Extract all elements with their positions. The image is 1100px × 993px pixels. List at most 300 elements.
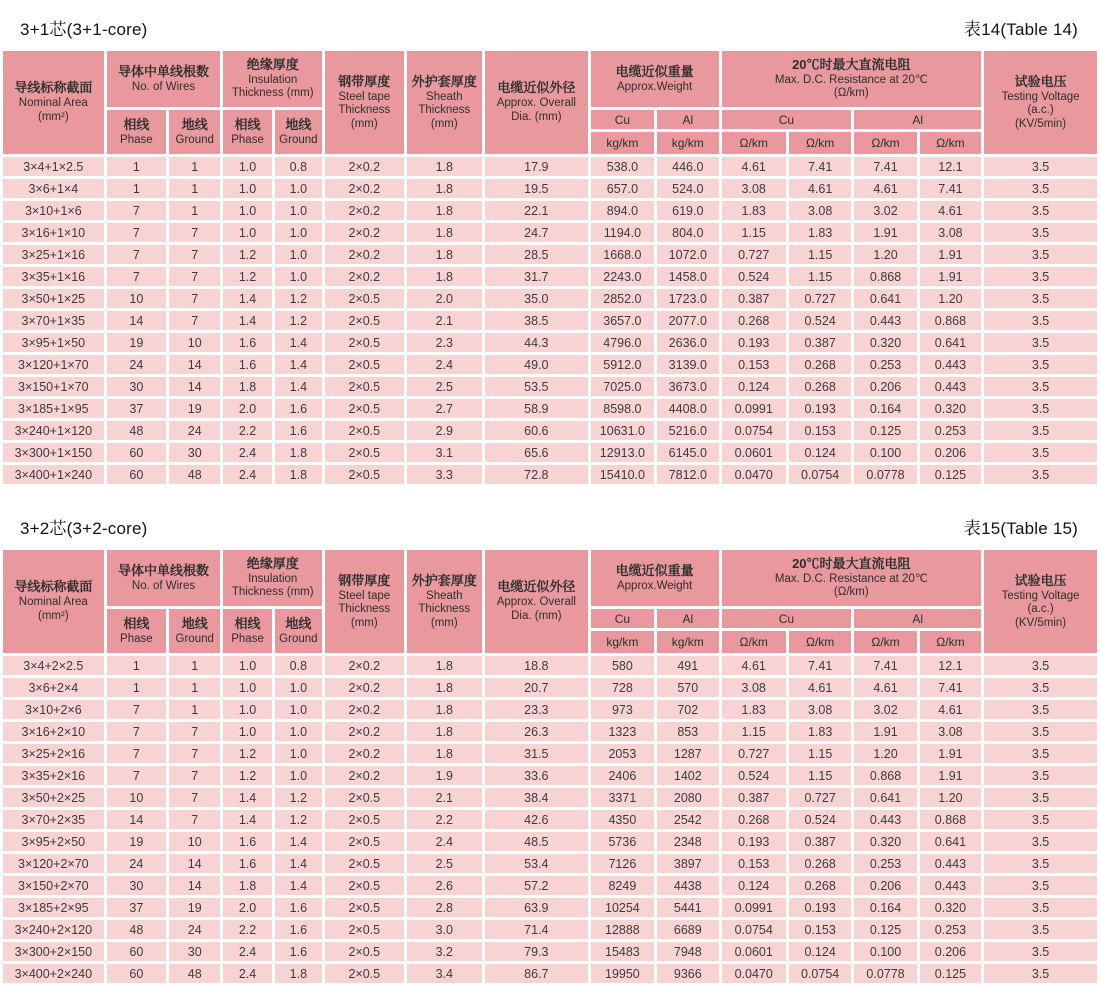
table-cell: 1.2 bbox=[275, 311, 322, 330]
label-line: Ground bbox=[175, 632, 214, 645]
spec-table-3plus1 bbox=[0, 48, 1100, 487]
table-cell: 0.641 bbox=[920, 832, 981, 851]
col-unit-ohm-al-2 bbox=[920, 631, 981, 653]
table-cell: 2×0.5 bbox=[325, 810, 404, 829]
col-group-insulation-thickness bbox=[223, 550, 322, 606]
table-cell: 14 bbox=[169, 377, 220, 396]
table-cell: 0.320 bbox=[920, 898, 981, 917]
table-cell: 3.1 bbox=[407, 443, 482, 462]
table-cell: 2×0.2 bbox=[325, 245, 404, 264]
label-line: Phase bbox=[120, 133, 153, 146]
table-cell: 1.6 bbox=[223, 355, 271, 374]
table-cell: 491 bbox=[657, 656, 718, 675]
table-cell: 4796.0 bbox=[591, 333, 654, 352]
table-cell: 3.5 bbox=[984, 179, 1097, 198]
table-cell: 2.0 bbox=[223, 898, 271, 917]
table-cell: 2×0.5 bbox=[325, 443, 404, 462]
table-cell: 7 bbox=[169, 223, 220, 242]
table-cell: 1.8 bbox=[407, 223, 482, 242]
table-cell: 1.6 bbox=[275, 920, 322, 939]
label-line: 电缆近似外径 bbox=[497, 80, 576, 96]
table-cell: 38.5 bbox=[485, 311, 588, 330]
table-cell: 4408.0 bbox=[657, 399, 718, 418]
table-cell: 3.5 bbox=[984, 245, 1097, 264]
label-line: 20℃时最大直流电阻 bbox=[792, 56, 911, 72]
label-line: 导体中单线根数 bbox=[118, 562, 210, 578]
table-cell: 0.0778 bbox=[854, 964, 916, 983]
table-cell: 1.6 bbox=[223, 832, 271, 851]
table-cell: 0.0754 bbox=[722, 920, 786, 939]
col-unit-kgkm-cu bbox=[591, 631, 654, 653]
section-table-title: 3+2芯(3+2-core) bbox=[20, 519, 148, 538]
label-line: Al bbox=[682, 112, 694, 127]
table-cell: 0.443 bbox=[854, 810, 916, 829]
table-cell: 8598.0 bbox=[591, 399, 654, 418]
table-cell: 0.253 bbox=[854, 854, 916, 873]
table-cell: 2.8 bbox=[407, 898, 482, 917]
table-cell: 0.125 bbox=[854, 920, 916, 939]
table-cell: 7 bbox=[107, 245, 166, 264]
table-cell: 3.5 bbox=[984, 766, 1097, 785]
table-cell: 7 bbox=[107, 700, 166, 719]
table-cell: 0.253 bbox=[854, 355, 916, 374]
table-cell: 1.4 bbox=[275, 854, 322, 873]
table-cell: 1.2 bbox=[275, 788, 322, 807]
label-line: 钢带厚度 bbox=[338, 572, 391, 588]
table-cell: 1.91 bbox=[854, 223, 916, 242]
table-cell: 657.0 bbox=[591, 179, 654, 198]
table-cell: 3.02 bbox=[854, 700, 916, 719]
table-cell: 2.4 bbox=[223, 942, 271, 961]
table-cell: 3897 bbox=[657, 854, 718, 873]
table-cell: 1 bbox=[169, 201, 220, 220]
label-line: Thickness bbox=[338, 603, 391, 616]
table-cell: 0.0778 bbox=[854, 465, 916, 484]
table-row bbox=[3, 245, 1097, 264]
table-cell: 3×95+1×50 bbox=[3, 333, 104, 352]
label-line: (mm²) bbox=[38, 609, 69, 622]
table-cell: 2.4 bbox=[407, 355, 482, 374]
label-line: Sheath bbox=[426, 589, 463, 602]
col-group-no-of-wires bbox=[107, 550, 221, 606]
table-cell: 1.0 bbox=[275, 766, 322, 785]
label-line: Testing Voltage bbox=[1001, 90, 1080, 103]
table-row bbox=[3, 678, 1097, 697]
table-cell: 3×16+1×10 bbox=[3, 223, 104, 242]
col-subheader-al-weight bbox=[657, 609, 718, 628]
table-cell: 2.2 bbox=[223, 920, 271, 939]
label-line: 绝缘厚度 bbox=[246, 56, 299, 72]
label-line: Ω/km bbox=[871, 635, 900, 649]
table-cell: 3673.0 bbox=[657, 377, 718, 396]
col-header-testing-voltage bbox=[984, 550, 1097, 653]
col-header-nominal-area bbox=[3, 550, 104, 653]
table-cell: 3×50+1×25 bbox=[3, 289, 104, 308]
col-header-steel-tape bbox=[325, 51, 404, 154]
label-line: Phase bbox=[231, 133, 264, 146]
table-row bbox=[3, 964, 1097, 983]
label-line: kg/km bbox=[606, 635, 639, 649]
label-line: Thickness (mm) bbox=[231, 586, 314, 599]
label-line: Steel tape bbox=[338, 90, 391, 103]
table-cell: 7 bbox=[169, 744, 220, 763]
table-row bbox=[3, 920, 1097, 939]
table-cell: 0.443 bbox=[854, 311, 916, 330]
col-unit-ohm-cu-1 bbox=[722, 631, 786, 653]
table-cell: 28.5 bbox=[485, 245, 588, 264]
label-line: Thickness (mm) bbox=[231, 87, 314, 100]
label-line: 相线 bbox=[123, 615, 150, 631]
table-cell: 1.0 bbox=[275, 179, 322, 198]
label-line: 电缆近似重量 bbox=[615, 63, 694, 79]
col-group-approx-weight bbox=[591, 51, 719, 107]
table-cell: 1.6 bbox=[223, 333, 271, 352]
table-cell: 3.08 bbox=[789, 700, 851, 719]
label-line: No. of Wires bbox=[131, 579, 196, 592]
table-cell: 2×0.5 bbox=[325, 377, 404, 396]
table-cell: 1.15 bbox=[722, 722, 786, 741]
table-cell: 4.61 bbox=[722, 157, 786, 176]
table-cell: 24 bbox=[169, 421, 220, 440]
table-cell: 0.0470 bbox=[722, 465, 786, 484]
table-cell: 3.5 bbox=[984, 964, 1097, 983]
table-cell: 14 bbox=[107, 810, 166, 829]
table-cell: 1 bbox=[169, 700, 220, 719]
table-cell: 3×300+1×150 bbox=[3, 443, 104, 462]
table-cell: 4438 bbox=[657, 876, 718, 895]
table-body bbox=[3, 656, 1097, 983]
table-cell: 1.15 bbox=[789, 744, 851, 763]
table-cell: 1.91 bbox=[920, 766, 981, 785]
table-cell: 3×6+1×4 bbox=[3, 179, 104, 198]
col-header-sheath-thickness bbox=[407, 550, 482, 653]
table-cell: 7 bbox=[169, 289, 220, 308]
table-cell: 3×400+1×240 bbox=[3, 465, 104, 484]
table-cell: 1.0 bbox=[223, 201, 271, 220]
table-cell: 3.0 bbox=[407, 920, 482, 939]
table-cell: 2×0.5 bbox=[325, 788, 404, 807]
table-cell: 38.4 bbox=[485, 788, 588, 807]
label-line: 相线 bbox=[234, 615, 261, 631]
table-cell: 1.83 bbox=[722, 201, 786, 220]
table-cell: 894.0 bbox=[591, 201, 654, 220]
table-cell: 1.4 bbox=[275, 876, 322, 895]
table-cell: 31.7 bbox=[485, 267, 588, 286]
table-cell: 1.6 bbox=[275, 399, 322, 418]
table-cell: 0.268 bbox=[722, 810, 786, 829]
table-cell: 1.0 bbox=[275, 201, 322, 220]
label-line: kg/km bbox=[606, 136, 639, 150]
col-subheader-ground-insulation bbox=[275, 110, 322, 154]
table-cell: 7812.0 bbox=[657, 465, 718, 484]
table-cell: 22.1 bbox=[485, 201, 588, 220]
table-cell: 0.253 bbox=[920, 920, 981, 939]
table-cell: 1.0 bbox=[275, 744, 322, 763]
table-cell: 10631.0 bbox=[591, 421, 654, 440]
col-subheader-phase-wires bbox=[107, 609, 166, 653]
table-cell: 3.5 bbox=[984, 289, 1097, 308]
table-cell: 49.0 bbox=[485, 355, 588, 374]
label-line: kg/km bbox=[671, 136, 704, 150]
table-cell: 1.91 bbox=[920, 267, 981, 286]
table-header bbox=[3, 51, 1097, 154]
table-row bbox=[3, 421, 1097, 440]
table-row bbox=[3, 465, 1097, 484]
table-cell: 2053 bbox=[591, 744, 654, 763]
label-line: Ground bbox=[175, 133, 214, 146]
table-cell: 2×0.2 bbox=[325, 744, 404, 763]
section-table-title: 3+1芯(3+1-core) bbox=[20, 20, 148, 39]
table-cell: 0.0991 bbox=[722, 399, 786, 418]
table-cell: 10 bbox=[169, 333, 220, 352]
label-line: Phase bbox=[120, 632, 153, 645]
label-line: (KV/5min) bbox=[1015, 616, 1067, 629]
table-cell: 3×150+1×70 bbox=[3, 377, 104, 396]
col-group-insulation-thickness bbox=[223, 51, 322, 107]
table-cell: 3.5 bbox=[984, 333, 1097, 352]
table-cell: 0.727 bbox=[789, 788, 851, 807]
table-cell: 3.5 bbox=[984, 399, 1097, 418]
table-cell: 1.15 bbox=[789, 267, 851, 286]
label-line: 试验电压 bbox=[1014, 572, 1067, 588]
table-cell: 1 bbox=[169, 656, 220, 675]
table-cell: 2.4 bbox=[223, 443, 271, 462]
table-row bbox=[3, 898, 1097, 917]
label-line: 地线 bbox=[181, 116, 208, 132]
table-cell: 2×0.2 bbox=[325, 201, 404, 220]
table-cell: 0.193 bbox=[722, 333, 786, 352]
table-cell: 15483 bbox=[591, 942, 654, 961]
table-cell: 24 bbox=[169, 920, 220, 939]
table-cell: 3×120+1×70 bbox=[3, 355, 104, 374]
col-unit-kgkm-al bbox=[657, 631, 718, 653]
table-cell: 2.2 bbox=[223, 421, 271, 440]
label-line: (a.c.) bbox=[1027, 603, 1054, 616]
table-cell: 1.0 bbox=[223, 157, 271, 176]
label-line: (a.c.) bbox=[1027, 104, 1054, 117]
table-cell: 538.0 bbox=[591, 157, 654, 176]
table-cell: 24 bbox=[107, 854, 166, 873]
table-cell: 3×185+2×95 bbox=[3, 898, 104, 917]
table-cell: 0.124 bbox=[789, 942, 851, 961]
table-cell: 7 bbox=[169, 766, 220, 785]
table-row bbox=[3, 223, 1097, 242]
table-cell: 1.6 bbox=[223, 854, 271, 873]
table-cell: 0.387 bbox=[722, 289, 786, 308]
table-cell: 48 bbox=[107, 920, 166, 939]
table-cell: 2.6 bbox=[407, 876, 482, 895]
table-cell: 30 bbox=[169, 443, 220, 462]
table-cell: 1.8 bbox=[407, 722, 482, 741]
table-cell: 7025.0 bbox=[591, 377, 654, 396]
col-unit-kgkm-al bbox=[657, 132, 718, 154]
table-cell: 0.124 bbox=[722, 377, 786, 396]
table-row bbox=[3, 157, 1097, 176]
table-cell: 48 bbox=[169, 465, 220, 484]
table-cell: 0.125 bbox=[854, 421, 916, 440]
table-cell: 3.5 bbox=[984, 443, 1097, 462]
table-row bbox=[3, 201, 1097, 220]
table-cell: 2×0.2 bbox=[325, 157, 404, 176]
table-cell: 3.02 bbox=[854, 201, 916, 220]
label-line: 地线 bbox=[285, 116, 312, 132]
table-cell: 2348 bbox=[657, 832, 718, 851]
table-cell: 2.7 bbox=[407, 399, 482, 418]
table-cell: 2×0.5 bbox=[325, 832, 404, 851]
table-cell: 26.3 bbox=[485, 722, 588, 741]
spec-table-3plus2 bbox=[0, 547, 1100, 986]
table-cell: 7948 bbox=[657, 942, 718, 961]
table-cell: 702 bbox=[657, 700, 718, 719]
table-cell: 619.0 bbox=[657, 201, 718, 220]
table-cell: 3×120+2×70 bbox=[3, 854, 104, 873]
table-cell: 1.2 bbox=[223, 245, 271, 264]
label-line: Ω/km bbox=[805, 136, 835, 150]
table-cell: 2.1 bbox=[407, 788, 482, 807]
table-cell: 1 bbox=[169, 179, 220, 198]
label-line: kg/km bbox=[671, 635, 704, 649]
col-subheader-al-resistance bbox=[854, 609, 981, 628]
table-cell: 15410.0 bbox=[591, 465, 654, 484]
label-line: Al bbox=[912, 112, 924, 127]
table-cell: 0.443 bbox=[920, 377, 981, 396]
col-subheader-phase-insulation bbox=[223, 110, 271, 154]
table-row bbox=[3, 766, 1097, 785]
table-cell: 0.641 bbox=[854, 289, 916, 308]
label-line: 20℃时最大直流电阻 bbox=[792, 555, 911, 571]
table-cell: 0.0754 bbox=[722, 421, 786, 440]
table-cell: 2406 bbox=[591, 766, 654, 785]
table-cell: 3.08 bbox=[722, 179, 786, 198]
table-cell: 853 bbox=[657, 722, 718, 741]
label-line: (mm) bbox=[430, 117, 458, 130]
table-cell: 3.08 bbox=[920, 722, 981, 741]
table-cell: 1.4 bbox=[223, 810, 271, 829]
table-cell: 63.9 bbox=[485, 898, 588, 917]
table-cell: 1.0 bbox=[275, 245, 322, 264]
table-cell: 3.5 bbox=[984, 744, 1097, 763]
label-line: Cu bbox=[778, 112, 795, 127]
col-group-no-of-wires bbox=[107, 51, 221, 107]
table-cell: 7 bbox=[169, 245, 220, 264]
table-cell: 1.6 bbox=[275, 942, 322, 961]
table-cell: 5441 bbox=[657, 898, 718, 917]
label-line: Testing Voltage bbox=[1001, 589, 1080, 602]
table-cell: 0.641 bbox=[854, 788, 916, 807]
label-line: Cu bbox=[614, 112, 631, 127]
col-subheader-cu-resistance bbox=[722, 110, 852, 129]
table-cell: 7.41 bbox=[920, 179, 981, 198]
table-cell: 3.3 bbox=[407, 465, 482, 484]
table-cell: 7.41 bbox=[789, 656, 851, 675]
label-line: Insulation bbox=[248, 73, 298, 86]
table-cell: 1323 bbox=[591, 722, 654, 741]
table-cell: 2.4 bbox=[223, 465, 271, 484]
table-cell: 7 bbox=[107, 744, 166, 763]
table-cell: 3.5 bbox=[984, 920, 1097, 939]
table-cell: 79.3 bbox=[485, 942, 588, 961]
table-cell: 3.5 bbox=[984, 700, 1097, 719]
table-cell: 1.4 bbox=[223, 311, 271, 330]
table-cell: 580 bbox=[591, 656, 654, 675]
col-subheader-cu-resistance bbox=[722, 609, 852, 628]
table-cell: 973 bbox=[591, 700, 654, 719]
table-cell: 0.0601 bbox=[722, 443, 786, 462]
label-line: Ω/km bbox=[805, 635, 835, 649]
label-line: 电缆近似重量 bbox=[615, 562, 694, 578]
table-cell: 3.5 bbox=[984, 854, 1097, 873]
label-line: Ω/km bbox=[936, 635, 965, 649]
table-cell: 20.7 bbox=[485, 678, 588, 697]
table-cell: 0.320 bbox=[854, 333, 916, 352]
table-cell: 0.153 bbox=[722, 854, 786, 873]
table-cell: 0.125 bbox=[920, 964, 981, 983]
section-table-number: 表15(Table 15) bbox=[963, 519, 1078, 538]
table-cell: 1.91 bbox=[854, 722, 916, 741]
table-cell: 12.1 bbox=[920, 157, 981, 176]
table-cell: 1 bbox=[169, 678, 220, 697]
table-cell: 3×240+2×120 bbox=[3, 920, 104, 939]
table-cell: 1.91 bbox=[920, 245, 981, 264]
table-cell: 1 bbox=[107, 656, 166, 675]
table-cell: 3371 bbox=[591, 788, 654, 807]
table-cell: 24.7 bbox=[485, 223, 588, 242]
label-line: No. of Wires bbox=[131, 80, 196, 93]
table-cell: 5912.0 bbox=[591, 355, 654, 374]
table-cell: 53.5 bbox=[485, 377, 588, 396]
table-cell: 8249 bbox=[591, 876, 654, 895]
table-row bbox=[3, 399, 1097, 418]
table-cell: 2×0.5 bbox=[325, 964, 404, 983]
table-cell: 1.2 bbox=[223, 744, 271, 763]
table-cell: 7.41 bbox=[854, 157, 916, 176]
table-cell: 1.0 bbox=[223, 223, 271, 242]
table-cell: 1.8 bbox=[407, 157, 482, 176]
table-cell: 1.2 bbox=[275, 289, 322, 308]
table-cell: 14 bbox=[169, 355, 220, 374]
section-table-number: 表14(Table 14) bbox=[963, 20, 1078, 39]
section-title-row bbox=[0, 499, 1100, 547]
table-row bbox=[3, 333, 1097, 352]
table-cell: 3×185+1×95 bbox=[3, 399, 104, 418]
table-cell: 1.8 bbox=[407, 700, 482, 719]
table-row bbox=[3, 832, 1097, 851]
table-cell: 19 bbox=[169, 898, 220, 917]
table-cell: 1.0 bbox=[275, 700, 322, 719]
label-line: Approx.Weight bbox=[616, 579, 693, 592]
table-cell: 570 bbox=[657, 678, 718, 697]
col-unit-kgkm-cu bbox=[591, 132, 654, 154]
table-cell: 65.6 bbox=[485, 443, 588, 462]
table-cell: 17.9 bbox=[485, 157, 588, 176]
table-cell: 5216.0 bbox=[657, 421, 718, 440]
table-cell: 7.41 bbox=[854, 656, 916, 675]
table-cell: 1.91 bbox=[920, 744, 981, 763]
table-cell: 1402 bbox=[657, 766, 718, 785]
table-cell: 3×70+1×35 bbox=[3, 311, 104, 330]
table-cell: 33.6 bbox=[485, 766, 588, 785]
table-cell: 2.2 bbox=[407, 810, 482, 829]
table-cell: 2080 bbox=[657, 788, 718, 807]
table-cell: 7 bbox=[169, 311, 220, 330]
col-subheader-cu-weight bbox=[591, 110, 654, 129]
table-cell: 2.4 bbox=[407, 832, 482, 851]
col-subheader-phase-insulation bbox=[223, 609, 271, 653]
table-cell: 0.206 bbox=[854, 377, 916, 396]
table-cell: 0.164 bbox=[854, 399, 916, 418]
table-cell: 804.0 bbox=[657, 223, 718, 242]
table-cell: 4.61 bbox=[789, 179, 851, 198]
